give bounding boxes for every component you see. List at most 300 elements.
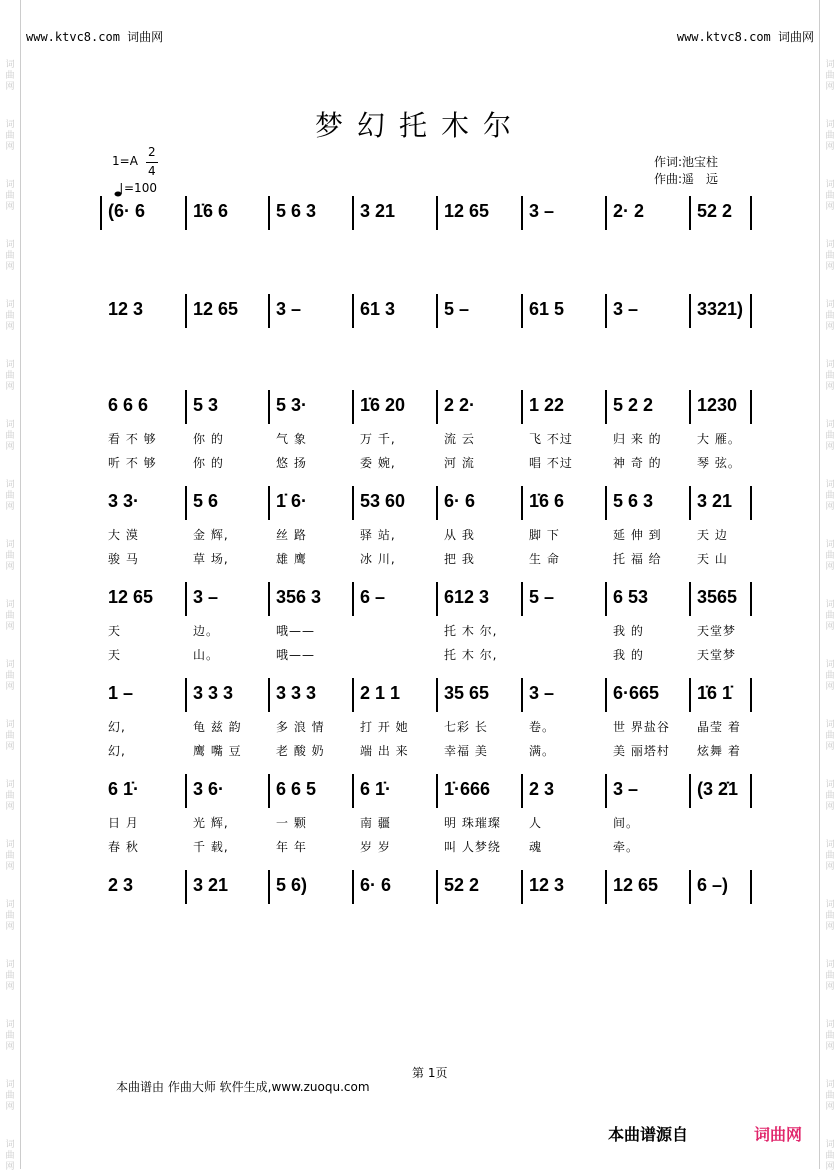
watermark-char: 网 [5, 202, 15, 212]
watermark-char: 网 [5, 442, 15, 452]
watermark-char: 曲 [825, 311, 835, 321]
measure-notes: 3 21 [697, 491, 733, 511]
watermark-char: 网 [825, 982, 835, 992]
watermark-char: 曲 [5, 551, 15, 561]
watermark-char: 词 [5, 1020, 15, 1030]
measure-notes: 3 – [276, 299, 302, 319]
measure-notes: (6· 6 [108, 201, 146, 221]
measure-notes: 3 21 [360, 201, 396, 221]
measure-notes: 5 – [529, 587, 555, 607]
watermark-char: 曲 [5, 491, 15, 501]
measure-notes: 5 2 2 [613, 395, 654, 415]
measure-notes: 2 3 [529, 779, 555, 799]
watermark-char: 词 [5, 600, 15, 610]
lyric-verse-1: 龟 兹 韵 [193, 720, 242, 734]
bar-line [605, 774, 607, 808]
measure-notes: 1 22 [529, 395, 565, 415]
watermark-char: 曲 [5, 791, 15, 801]
watermark-char: 词 [5, 720, 15, 730]
watermark-char: 曲 [5, 251, 15, 261]
lyric-verse-2: 美 丽塔村 [613, 744, 670, 758]
lyric-verse-1: 大 雁。 [697, 432, 741, 446]
measure-notes: 6· 6 [360, 875, 392, 895]
measure-notes: 6 6 6 [108, 395, 149, 415]
watermark-char: 词 [825, 780, 835, 790]
lyric-verse-1: 万 千, [360, 432, 396, 446]
watermark-char: 词 [5, 660, 15, 670]
bar-line [352, 196, 354, 230]
bar-line [689, 486, 691, 520]
watermark-char: 网 [825, 382, 835, 392]
lyric-verse-1: 打 开 她 [360, 720, 409, 734]
watermark-char: 词 [5, 60, 15, 70]
watermark-char: 网 [825, 262, 835, 272]
lyric-verse-1: 脚 下 [529, 528, 560, 542]
watermark-char: 网 [825, 562, 835, 572]
bar-line [352, 390, 354, 424]
watermark-char: 网 [5, 502, 15, 512]
lyric-verse-1: 天 边 [697, 528, 728, 542]
bar-line [185, 294, 187, 328]
measure-notes: 12 3 [108, 299, 144, 319]
measure-notes: 3 – [193, 587, 219, 607]
measure-notes: 2 3 [108, 875, 134, 895]
watermark-char: 曲 [5, 1091, 15, 1101]
lyric-verse-1: 明 珠璀璨 [444, 816, 501, 830]
watermark-char: 词 [5, 480, 15, 490]
lyric-verse-1: 归 来 的 [613, 432, 662, 446]
watermark-char: 曲 [5, 131, 15, 141]
lyric-verse-1: 边。 [193, 624, 220, 638]
watermark-char: 曲 [825, 1151, 835, 1161]
measure-notes: 12 65 [444, 201, 490, 221]
measure-notes: (3 2̇1 [697, 779, 739, 799]
watermark-char: 曲 [825, 851, 835, 861]
watermark-char: 曲 [825, 731, 835, 741]
measure-notes: 61 3 [360, 299, 396, 319]
measure-notes: 12 65 [193, 299, 239, 319]
measure-notes: 1 – [108, 683, 134, 703]
lyric-verse-1: 一 颗 [276, 816, 307, 830]
bar-line [268, 390, 270, 424]
time-signature-top: 2 [148, 145, 156, 159]
bar-line [605, 196, 607, 230]
lyric-verse-1: 我 的 [613, 624, 644, 638]
lyric-verse-2: 天 [108, 648, 122, 662]
measure-notes: 6 1̇· [360, 779, 392, 799]
watermark-char: 曲 [5, 1151, 15, 1161]
watermark-char: 网 [5, 862, 15, 872]
key-signature: 1=A [112, 154, 138, 168]
lyric-verse-1: 日 月 [108, 816, 139, 830]
lyric-verse-1: 从 我 [444, 528, 475, 542]
measure-notes: 356 3 [276, 587, 322, 607]
watermark-char: 网 [5, 382, 15, 392]
measure-notes: 5 3 [193, 395, 219, 415]
lyric-verse-2: 幸福 美 [444, 744, 488, 758]
measure-notes: 1̇6 1̇ [697, 683, 733, 703]
watermark-char: 词 [825, 1140, 835, 1150]
watermark-char: 网 [5, 922, 15, 932]
bar-line [352, 870, 354, 904]
bar-line [185, 678, 187, 712]
measure-notes: 3565 [697, 587, 738, 607]
lyric-verse-1: 南 疆 [360, 816, 391, 830]
measure-notes: 3 3· [108, 491, 140, 511]
bar-line [689, 774, 691, 808]
lyric-verse-2: 神 奇 的 [613, 456, 662, 470]
watermark-char: 网 [825, 1162, 835, 1172]
bar-line [689, 196, 691, 230]
watermark-char: 词 [825, 1020, 835, 1030]
bar-line [605, 294, 607, 328]
lyric-verse-1: 世 界盐谷 [613, 720, 670, 734]
bar-line [436, 390, 438, 424]
bar-line [605, 870, 607, 904]
measure-notes: 52 2 [444, 875, 480, 895]
time-signature-line [146, 162, 158, 163]
watermark-char: 网 [5, 622, 15, 632]
lyric-verse-2: 把 我 [444, 552, 475, 566]
watermark-char: 曲 [825, 491, 835, 501]
lyric-verse-2: 千 载, [193, 840, 229, 854]
lyric-verse-1: 驿 站, [360, 528, 396, 542]
lyric-verse-2: 哦—— [276, 648, 316, 662]
lyric-verse-2: 你 的 [193, 456, 224, 470]
watermark-char: 网 [5, 1162, 15, 1172]
measure-notes: 3 – [613, 299, 639, 319]
lyric-verse-1: 光 辉, [193, 816, 229, 830]
bar-line [750, 582, 752, 616]
watermark-char: 曲 [825, 371, 835, 381]
bar-line [750, 870, 752, 904]
watermark-char: 曲 [825, 911, 835, 921]
lyric-verse-2: 委 婉, [360, 456, 396, 470]
lyric-verse-2: 草 场, [193, 552, 229, 566]
measure-notes: 6 – [360, 587, 386, 607]
watermark-char: 曲 [5, 311, 15, 321]
watermark-char: 曲 [825, 971, 835, 981]
measure-notes: 12 65 [613, 875, 659, 895]
watermark-char: 曲 [825, 191, 835, 201]
watermark-char: 词 [825, 720, 835, 730]
measure-notes: 5 6 3 [613, 491, 654, 511]
watermark-char: 曲 [825, 71, 835, 81]
watermark-char: 网 [5, 322, 15, 332]
bar-line [100, 196, 102, 230]
measure-notes: 6·665 [613, 683, 660, 703]
bar-line [352, 774, 354, 808]
bar-line [689, 870, 691, 904]
measure-notes: 6 6 5 [276, 779, 317, 799]
lyric-verse-1: 天 [108, 624, 122, 638]
watermark-char: 网 [5, 1042, 15, 1052]
watermark-char: 曲 [825, 251, 835, 261]
bar-line [750, 390, 752, 424]
lyric-verse-1: 大 漠 [108, 528, 139, 542]
watermark-char: 网 [5, 82, 15, 92]
watermark-char: 词 [5, 960, 15, 970]
measure-notes: 6 –) [697, 875, 729, 895]
bar-line [521, 774, 523, 808]
watermark-char: 词 [5, 420, 15, 430]
left-margin-strip [0, 0, 21, 1169]
lyric-verse-1: 丝 路 [276, 528, 307, 542]
measure-notes: 3 6· [193, 779, 225, 799]
bar-line [750, 294, 752, 328]
measure-notes: 1̇6 6 [529, 491, 565, 511]
bar-line [436, 870, 438, 904]
bar-line [268, 582, 270, 616]
measure-notes: 53 60 [360, 491, 406, 511]
bar-line [521, 582, 523, 616]
lyric-verse-1: 多 浪 情 [276, 720, 325, 734]
bar-line [436, 294, 438, 328]
watermark-char: 词 [825, 600, 835, 610]
bar-line [521, 196, 523, 230]
right-margin-strip [819, 0, 840, 1169]
watermark-char: 网 [5, 682, 15, 692]
watermark-char: 曲 [825, 1031, 835, 1041]
bar-line [436, 678, 438, 712]
lyric-verse-1: 流 云 [444, 432, 475, 446]
lyric-verse-2: 悠 扬 [276, 456, 307, 470]
watermark-char: 网 [825, 1042, 835, 1052]
watermark-char: 网 [825, 802, 835, 812]
lyric-verse-1: 哦—— [276, 624, 316, 638]
measure-notes: 1̇6 20 [360, 395, 406, 415]
watermark-char: 网 [825, 622, 835, 632]
watermark-char: 曲 [5, 371, 15, 381]
lyric-verse-2: 牵。 [613, 840, 640, 854]
watermark-char: 词 [825, 300, 835, 310]
lyric-verse-1: 卷。 [529, 720, 556, 734]
watermark-char: 曲 [825, 431, 835, 441]
watermark-char: 网 [5, 1102, 15, 1112]
watermark-char: 曲 [825, 671, 835, 681]
bar-line [352, 678, 354, 712]
bar-line [521, 390, 523, 424]
bar-line [185, 774, 187, 808]
watermark-char: 网 [5, 742, 15, 752]
lyric-verse-2: 炫舞 着 [697, 744, 741, 758]
bar-line [689, 582, 691, 616]
watermark-char: 曲 [825, 1091, 835, 1101]
lyric-verse-2: 满。 [529, 744, 556, 758]
measure-notes: 2 1 1 [360, 683, 401, 703]
lyricist-credit: 作词:池宝柱 [654, 155, 719, 169]
watermark-char: 网 [825, 742, 835, 752]
watermark-char: 网 [5, 262, 15, 272]
measure-notes: 612 3 [444, 587, 490, 607]
lyric-verse-2: 年 年 [276, 840, 307, 854]
lyric-verse-2: 河 流 [444, 456, 475, 470]
measure-notes: 1̇ 6· [276, 491, 308, 511]
watermark-char: 词 [5, 840, 15, 850]
watermark-char: 网 [825, 922, 835, 932]
measure-notes: 3321) [697, 299, 744, 319]
lyric-verse-2: 天 山 [697, 552, 728, 566]
source-brand-link[interactable]: 词曲网 [754, 1127, 803, 1144]
measure-notes: 3 – [529, 201, 555, 221]
bar-line [185, 486, 187, 520]
lyric-verse-1: 晶莹 着 [697, 720, 741, 734]
measure-notes: 1̇6 6 [193, 201, 229, 221]
bar-line [605, 390, 607, 424]
watermark-char: 网 [825, 82, 835, 92]
measure-notes: 1230 [697, 395, 738, 415]
watermark-char: 曲 [5, 1031, 15, 1041]
lyric-verse-1: 托 木 尔, [444, 624, 498, 638]
lyric-verse-2: 天堂梦 [697, 648, 737, 662]
bar-line [436, 582, 438, 616]
bar-line [521, 870, 523, 904]
bar-line [268, 870, 270, 904]
bar-line [185, 196, 187, 230]
measure-notes: 5 3· [276, 395, 308, 415]
measure-notes: 52 2 [697, 201, 733, 221]
watermark-char: 网 [5, 562, 15, 572]
lyric-verse-2: 听 不 够 [108, 456, 157, 470]
measure-notes: 6· 6 [444, 491, 476, 511]
measure-notes: 6 53 [613, 587, 649, 607]
measure-notes: 6 1̇· [108, 779, 140, 799]
measure-notes: 35 65 [444, 683, 490, 703]
watermark-char: 曲 [5, 731, 15, 741]
watermark-char: 网 [825, 1102, 835, 1112]
watermark-char: 曲 [5, 191, 15, 201]
lyric-verse-2: 冰 川, [360, 552, 396, 566]
watermark-char: 网 [825, 682, 835, 692]
watermark-char: 网 [5, 142, 15, 152]
measure-notes: 2· 2 [613, 201, 645, 221]
bar-line [750, 486, 752, 520]
watermark-char: 曲 [5, 611, 15, 621]
bar-line [689, 390, 691, 424]
bar-line [268, 774, 270, 808]
watermark-char: 网 [825, 862, 835, 872]
measure-notes: 2 2· [444, 395, 476, 415]
watermark-char: 词 [825, 360, 835, 370]
header-right-url[interactable]: www.ktvc8.com 词曲网 [676, 30, 814, 44]
measure-notes: 3 21 [193, 875, 229, 895]
bar-line [436, 196, 438, 230]
watermark-char: 词 [825, 180, 835, 190]
watermark-char: 词 [825, 960, 835, 970]
watermark-char: 曲 [5, 671, 15, 681]
bar-line [436, 774, 438, 808]
lyric-verse-2: 生 命 [529, 552, 560, 566]
bar-line [268, 294, 270, 328]
bar-line [268, 678, 270, 712]
measure-notes: 12 65 [108, 587, 154, 607]
watermark-char: 词 [825, 1080, 835, 1090]
bar-line [521, 486, 523, 520]
lyric-verse-1: 人 [529, 816, 543, 830]
generator-note: 本曲谱由 作曲大师 软件生成,www.zuoqu.com [116, 1080, 370, 1094]
bar-line [352, 294, 354, 328]
bar-line [689, 678, 691, 712]
watermark-char: 词 [5, 1140, 15, 1150]
watermark-char: 网 [5, 982, 15, 992]
lyric-verse-1: 间。 [613, 816, 640, 830]
time-signature-bottom: 4 [148, 164, 156, 178]
watermark-char: 曲 [825, 131, 835, 141]
lyric-verse-2: 叫 人梦绕 [444, 840, 501, 854]
watermark-char: 词 [5, 360, 15, 370]
measure-notes: 5 6 [193, 491, 219, 511]
watermark-char: 网 [825, 142, 835, 152]
lyric-verse-1: 延 伸 到 [613, 528, 662, 542]
bar-line [185, 870, 187, 904]
lyric-verse-2: 老 酸 奶 [276, 744, 325, 758]
watermark-char: 曲 [825, 791, 835, 801]
bar-line [521, 678, 523, 712]
watermark-char: 曲 [5, 71, 15, 81]
watermark-char: 曲 [5, 851, 15, 861]
lyric-verse-1: 幻, [108, 720, 126, 734]
tempo-marking: =100 [124, 181, 157, 195]
watermark-char: 网 [825, 442, 835, 452]
measure-notes: 5 – [444, 299, 470, 319]
lyric-verse-2: 托 福 给 [613, 552, 662, 566]
measure-notes: 3 3 3 [193, 683, 234, 703]
measure-notes: 5 6) [276, 875, 308, 895]
watermark-char: 网 [5, 802, 15, 812]
watermark-char: 词 [5, 240, 15, 250]
measure-notes: 3 – [613, 779, 639, 799]
watermark-char: 网 [825, 202, 835, 212]
source-label: 本曲谱源自 [608, 1127, 689, 1144]
watermark-char: 词 [825, 420, 835, 430]
watermark-char: 词 [825, 240, 835, 250]
watermark-char: 曲 [825, 551, 835, 561]
bar-line [750, 774, 752, 808]
lyric-verse-2: 雄 鹰 [276, 552, 307, 566]
bar-line [185, 582, 187, 616]
lyric-verse-2: 山。 [193, 648, 220, 662]
lyric-verse-1: 看 不 够 [108, 432, 157, 446]
watermark-char: 网 [825, 322, 835, 332]
bar-line [268, 486, 270, 520]
bar-line [521, 294, 523, 328]
lyric-verse-2: 幻, [108, 744, 126, 758]
watermark-char: 词 [5, 780, 15, 790]
watermark-char: 词 [5, 900, 15, 910]
lyric-verse-2: 魂 [529, 840, 543, 854]
watermark-char: 词 [5, 1080, 15, 1090]
bar-line [352, 582, 354, 616]
bar-line [750, 196, 752, 230]
bar-line [750, 678, 752, 712]
watermark-char: 词 [5, 300, 15, 310]
header-left-url[interactable]: www.ktvc8.com 词曲网 [26, 30, 164, 44]
measure-notes: 12 3 [529, 875, 565, 895]
watermark-char: 词 [825, 840, 835, 850]
lyric-verse-2: 琴 弦。 [697, 456, 741, 470]
lyric-verse-2: 我 的 [613, 648, 644, 662]
bar-line [436, 486, 438, 520]
lyric-verse-1: 七彩 长 [444, 720, 488, 734]
measure-notes: 1̇·666 [444, 779, 491, 799]
lyric-verse-2: 春 秋 [108, 840, 139, 854]
lyric-verse-2: 岁 岁 [360, 840, 391, 854]
watermark-char: 曲 [5, 911, 15, 921]
watermark-char: 词 [825, 60, 835, 70]
lyric-verse-1: 气 象 [276, 432, 307, 446]
measure-notes: 3 3 3 [276, 683, 317, 703]
lyric-verse-2: 唱 不过 [529, 456, 573, 470]
